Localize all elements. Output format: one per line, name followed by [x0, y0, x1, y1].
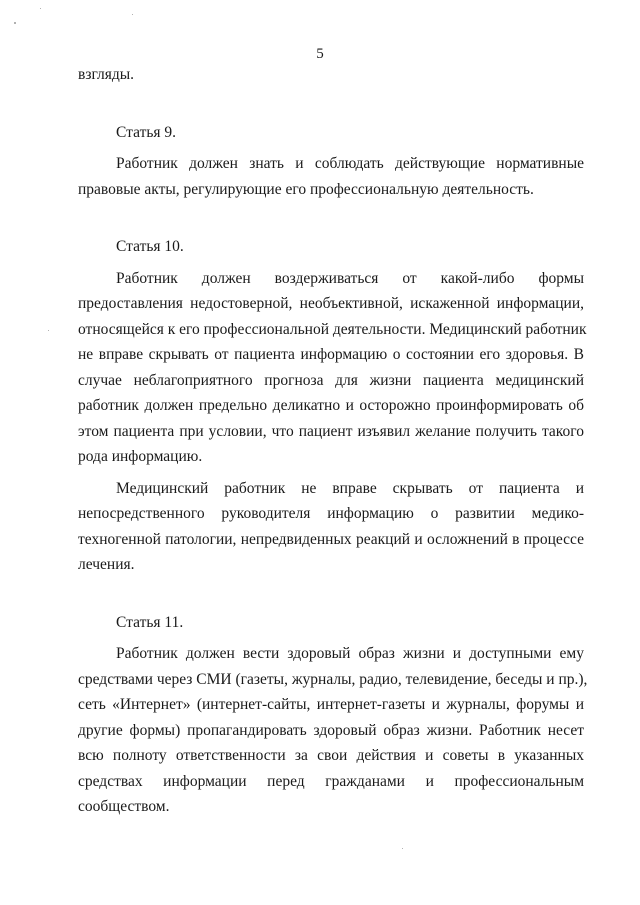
text-line: этом пациента при условии, что пациент изъявил желание получить такого — [78, 422, 584, 440]
text-line: сеть «Интернет» (интернет-сайты, интернет-газеты и журналы, форумы и — [78, 696, 584, 713]
scan-speck — [48, 330, 49, 331]
text-line: не вправе скрывать от пациента информацию о состоянии его здоровья. В — [78, 346, 584, 363]
text-line: относящейся к его профессиональной деятельности. Медицинский работник — [78, 320, 587, 338]
text-line: Работник должен знать и соблюдать действующие нормативные — [116, 155, 584, 172]
page-number: 5 — [316, 46, 324, 62]
continuation-line: взгляды. — [78, 66, 135, 83]
text-line: Работник должен вести здоровый образ жизни и доступными ему — [116, 645, 584, 662]
article-11-heading: Статья 11. — [116, 613, 184, 631]
article-11-paragraph-1 — [78, 641, 588, 820]
article-10-heading: Статья 10. — [116, 238, 184, 255]
text-line: сообществом. — [78, 798, 170, 815]
text-line: правовые акты, регулирующие его профессиональную деятельность. — [78, 180, 534, 198]
scan-speck — [132, 14, 133, 15]
text-line: Медицинский работник не вправе скрывать от пациента и — [116, 479, 584, 497]
text-line: Работник должен воздерживаться от какой-либо формы — [116, 269, 584, 287]
text-line: средствах информации перед гражданами и профессиональным — [78, 772, 584, 790]
article-10 — [78, 234, 587, 578]
article-10-paragraph-1 — [78, 266, 587, 470]
article-10-paragraph-2 — [78, 476, 584, 578]
text-line: всю полноту ответственности за свои действия и советы в указанных — [78, 747, 584, 764]
text-line: непосредственного руководителя информацию о развитии медико- — [78, 505, 584, 522]
article-9-heading: Статья 9. — [116, 123, 177, 141]
scan-speck — [40, 8, 41, 9]
article-9-paragraph-1 — [78, 151, 584, 202]
text-line: техногенной патологии, непредвиденных реакций и осложнений в процессе — [78, 530, 584, 548]
text-line: другие формы) пропагандировать здоровый образ жизни. Работник несет — [78, 721, 584, 739]
text-line: предоставления недостоверной, необъективной, искаженной информации, — [78, 295, 584, 312]
document-body — [78, 62, 588, 820]
text-line: работник должен предельно деликатно и осторожно проинформировать об — [78, 397, 584, 414]
scan-speck — [14, 22, 16, 24]
text-line: случае неблагоприятного прогноза для жизни пациента медицинский — [78, 371, 584, 389]
text-line: средствами через СМИ (газеты, журналы, радио, телевидение, беседы и пр.), — [78, 670, 588, 688]
text-line: рода информацию. — [78, 448, 203, 465]
article-9 — [78, 120, 584, 203]
text-line: лечения. — [78, 556, 135, 573]
article-11 — [78, 610, 588, 820]
scan-speck — [402, 848, 403, 849]
